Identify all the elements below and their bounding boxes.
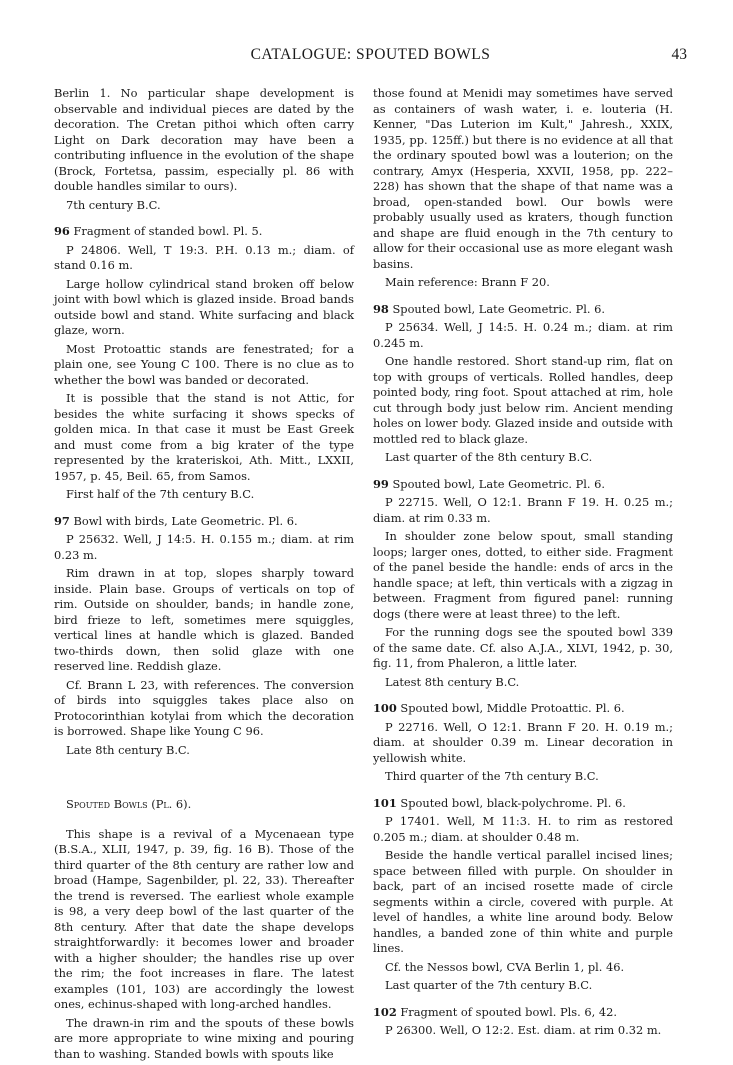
entry-reference: P 25634. Well, J 14:5. H. 0.24 m.; diam. at rim 0.245 m. (373, 320, 673, 350)
section-heading: Spouted Bowls (Pl. 6). (66, 797, 192, 811)
section-continuation (373, 86, 673, 291)
catalogue-entry-102 (373, 1005, 673, 1039)
entry-commentary: Cf. Brann L 23, with references. The conversion of birds into squiggles takes place also on Protocorinthian kotylai from which the decoration is borrowed. Shape like Young C 96. (54, 677, 354, 738)
entry-reference: P 22716. Well, O 12:1. Brann F 20. H. 0.19 m.; diam. at shoulder 0.39 m. Linear decoration in yellowish white. (373, 719, 673, 765)
entry-description: One handle restored. Short stand-up rim, flat on top with groups of verticals. Rolled handles, deep pointed body, ring foot. Spout attached at rim, hole cut through body just below rim. Ancient mending holes on lower body. Glazed inside and outside with mottled red to black glaze. (373, 354, 673, 446)
entry-title-text: Bowl with birds, Late Geometric. Pl. 6. (73, 513, 298, 528)
catalogue-entry-98 (373, 302, 673, 466)
entry-date: Last quarter of the 7th century B.C. (385, 978, 593, 992)
entry-number: 101 (373, 795, 397, 810)
entry-title-text: Spouted bowl, Late Geometric. Pl. 6. (392, 301, 606, 316)
section-paragraph: those found at Menidi may sometimes have served as containers of wash water, i. e. louteria (H. Kenner, "Das Luterion im Kult," Jahresh., XXIX, 1935, pp. 125ff.) but there is no evidence at all that the ordinary spouted bowl was a louterion; on the contrary, Amyx (Hesperia, XXVII, 1958, pp. 222–228) has shown that the shape of that name was a broad, open-standed bowl. Our bowls were probably usually used as kraters, though function and shape are fluid enough in the 7th century to allow for their occasional use as more elegant wash basins. (373, 86, 673, 271)
entry-reference: P 24806. Well, T 19:3. P.H. 0.13 m.; diam. of stand 0.16 m. (54, 242, 354, 272)
catalogue-entry-97 (54, 514, 354, 759)
entry-title-text: Spouted bowl, black-polychrome. Pl. 6. (400, 795, 626, 810)
entry-title-text: Spouted bowl, Late Geometric. Pl. 6. (392, 476, 606, 491)
entry-reference: P 17401. Well, M 11:3. H. to rim as restored 0.205 m.; diam. at shoulder 0.48 m. (373, 814, 673, 844)
entry-date: First half of the 7th century B.C. (66, 487, 255, 501)
entry-number: 102 (373, 1004, 397, 1019)
entry-title-text: Fragment of spouted bowl. Pls. 6, 42. (400, 1004, 617, 1019)
intro-continuation (54, 86, 354, 213)
entry-title (373, 1005, 673, 1021)
section-paragraph: The drawn-in rim and the spouts of these bowls are more appropriate to wine mixing and pouring than to washing. Standed bowls with spouts like (54, 1015, 354, 1061)
running-title: CATALOGUE: SPOUTED BOWLS (250, 46, 491, 63)
main-reference: Main reference: Brann F 20. (385, 275, 550, 289)
page-number: 43 (671, 46, 687, 63)
entry-number: 100 (373, 701, 397, 715)
catalogue-entry-96 (54, 224, 354, 503)
right-column (373, 86, 673, 1050)
page-header (54, 46, 687, 68)
section-spacer (54, 769, 354, 797)
entry-commentary: For the running dogs see the spouted bowl 339 of the same date. Cf. also A.J.A., XLVI, 1942, p. 30, fig. 11, from Phaleron, a little later. (373, 625, 673, 670)
entry-title (54, 224, 354, 240)
left-column (54, 86, 354, 1065)
entry-description: Large hollow cylindrical stand broken off below joint with bowl which is glazed inside. Broad bands outside bowl and stand. White surfacing and black glaze, worn. (54, 276, 354, 337)
entry-title (373, 477, 673, 493)
intro-paragraph: Berlin 1. No particular shape development is observable and individual pieces are dated by the decoration. The Cretan pithoi which often carry Light on Dark decoration may have been a contributing influence in the evolution of the shape (Brock, Fortetsa, passim, especially pl. 86 with double handles similar to ours). (54, 86, 354, 193)
section-paragraph: This shape is a revival of a Mycenaean type (B.S.A., XLII, 1947, p. 39, fig. 16 B). Those of the third quarter of the 8th century are rather low and broad (Hampe, Sagenbilder, pl. 22, 33). Thereafter the trend is reversed. The earliest whole example is 98, a very deep bowl of the last quarter of the 8th century. After that date the shape develops straightforwardly: it becomes lower and broader with a higher shoulder; the handles rise up over the rim; the foot increases in flare. The latest examples (101, 103) are accordingly the lowest ones, echinus-shaped with long-arched handles. (54, 826, 354, 1011)
entry-date: Last quarter of the 8th century B.C. (385, 450, 593, 464)
entry-reference: P 22715. Well, O 12:1. Brann F 19. H. 0.25 m.; diam. at rim 0.33 m. (373, 495, 673, 525)
entry-number: 99 (373, 476, 389, 491)
entry-number: 98 (373, 301, 389, 316)
entry-date: Third quarter of the 7th century B.C. (385, 769, 599, 783)
entry-description: In shoulder zone below spout, small standing loops; larger ones, dotted, to either side. Fragment of the panel beside the handle: ends of arcs in the handle space; at left, thin verticals with a zigzag in between. Fragment from figured panel: running dogs (there were at least three) to the left. (373, 529, 673, 621)
entry-reference: P 25632. Well, J 14:5. H. 0.155 m.; diam. at rim 0.23 m. (54, 532, 354, 562)
entry-reference: P 26300. Well, O 12:2. Est. diam. at rim 0.32 m. (385, 1023, 662, 1037)
entry-title (373, 701, 673, 717)
entry-description: Beside the handle vertical parallel incised lines; space between filled with purple. On shoulder in back, part of an incised rosette made of circle segments within a circle, covered with purple. At level of handles, a white line around body. Below handles, a banded zone of thin white and purple lines. (373, 848, 673, 955)
entry-description: Rim drawn in at top, slopes sharply toward inside. Plain base. Groups of verticals on top of rim. Outside on shoulder, bands; in handle zone, bird frieze to left, sometimes mere squiggles, vertical lines at handle which is glazed. Banded two-thirds down, then solid glaze with one reserved line. Reddish glaze. (54, 566, 354, 673)
entry-commentary: Most Protoattic stands are fenestrated; for a plain one, see Young C 100. There is no clue as to whether the bowl was banded or decorated. (54, 341, 354, 387)
entry-title-text: Fragment of standed bowl. Pl. 5. (73, 224, 263, 238)
catalogue-entry-100 (373, 701, 673, 785)
intro-date: 7th century B.C. (66, 197, 161, 212)
entry-title (373, 796, 673, 812)
entry-title (54, 514, 354, 530)
entry-number: 97 (54, 513, 70, 528)
catalogue-entry-99 (373, 477, 673, 691)
catalogue-entry-101 (373, 796, 673, 994)
entry-commentary: Cf. the Nessos bowl, CVA Berlin 1, pl. 46. (385, 959, 625, 974)
entry-title (373, 302, 673, 318)
entry-date: Late 8th century B.C. (66, 742, 190, 757)
entry-title-text: Spouted bowl, Middle Protoattic. Pl. 6. (400, 701, 625, 715)
entry-number: 96 (54, 224, 70, 238)
entry-commentary: It is possible that the stand is not Attic, for besides the white surfacing it shows specks of golden mica. In that case it must be East Greek and must come from a big krater of the type represented by the krateriskoi, Ath. Mitt., LXXII, 1957, p. 45, Beil. 65, from Samos. (54, 391, 354, 483)
entry-date: Latest 8th century B.C. (385, 674, 520, 689)
